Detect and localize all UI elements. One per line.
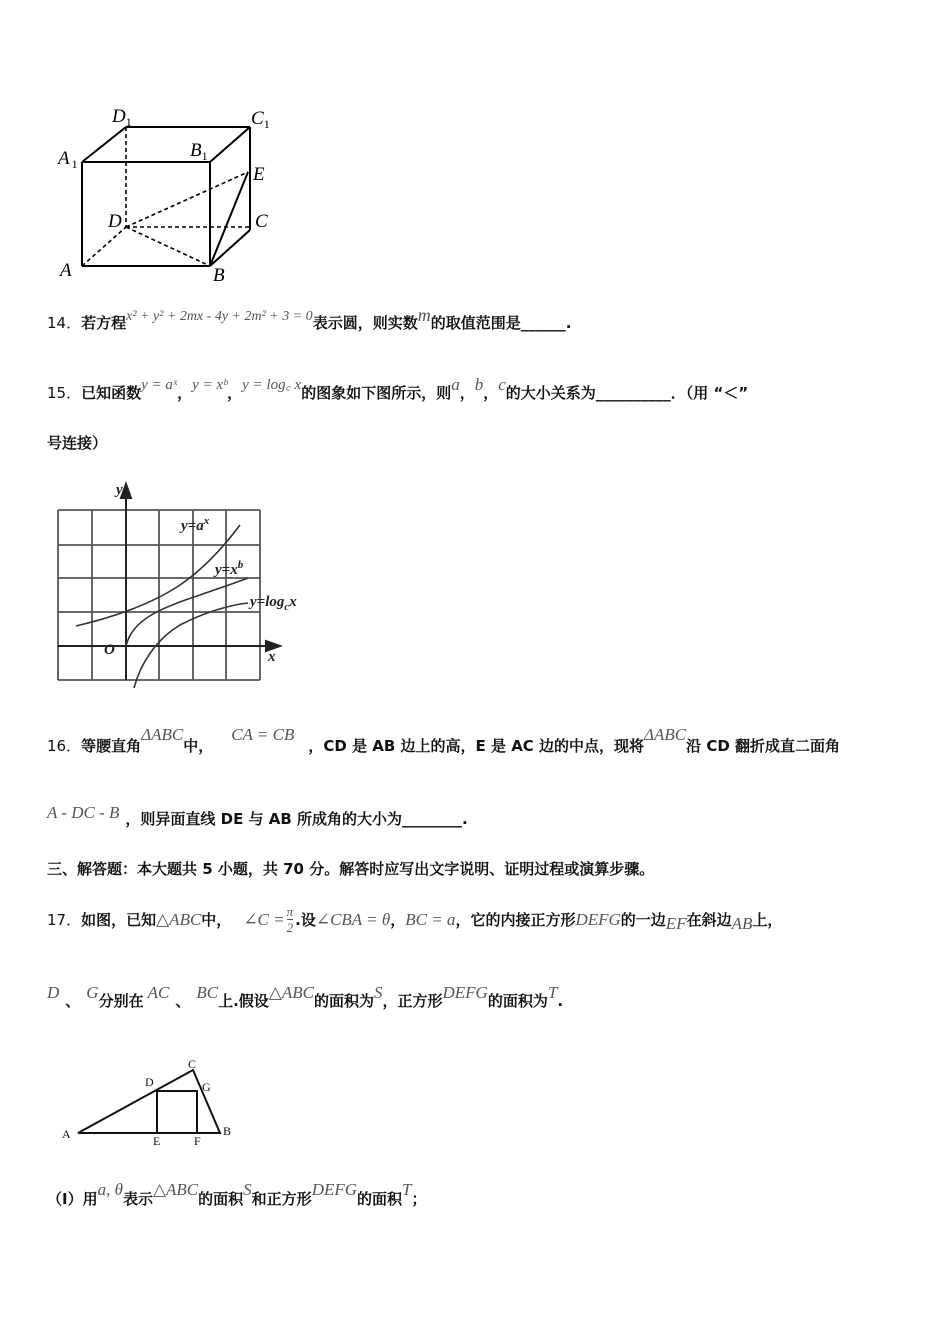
question-14: 14．若方程x² + y² + 2mx - 4y + 2m² + 3 = 0表示圆，则实数m的取值范围是______.	[47, 305, 572, 332]
tri-label-F: F	[194, 1134, 201, 1148]
question-16-line2: A - DC - B ，则异面直线 DE 与 AB 所成角的大小为________.	[47, 803, 468, 828]
question-15-line2: 号连接）	[47, 434, 108, 452]
graph-y-label: y	[116, 482, 123, 498]
graph-x-label: x	[268, 649, 276, 665]
tri-label-D: D	[145, 1075, 154, 1089]
graph-origin-label: O	[104, 642, 115, 658]
q15-func-ax: y = aˣ	[141, 377, 178, 393]
q14-equation: x² + y² + 2mx - 4y + 2m² + 3 = 0	[126, 309, 313, 324]
q15-func-xb: y = xᵇ	[192, 377, 228, 393]
label-a-pow-x: $y=a^x$	[181, 515, 210, 534]
question-15: 15．已知函数y = aˣ，y = xᵇ，y = log꜀ x的图象如下图所示，则a，b，c的大小关系为__________．（用 “＜”	[47, 375, 749, 402]
section-3-heading: 三、解答题：本大题共 5 小题，共 70 分。解答时应写出文字说明、证明过程或演算步骤。	[47, 860, 655, 878]
triangle-figure	[55, 1050, 255, 1150]
tri-label-E: E	[153, 1134, 161, 1148]
label-C1: $C_1$	[251, 108, 270, 131]
label-A: A	[60, 260, 72, 281]
function-graph	[50, 480, 297, 692]
question-17: 17．如图，已知△ABC中， ∠C = $\frac{\pi}{2}$ .设∠CBA = θ，BC = a，它的内接正方形DEFG的一边EF在斜边AB上，	[47, 904, 783, 935]
question-17-line2: D 、 G分别在 AC 、 BC上.假设△ABC的面积为S，正方形DEFG的面积为T.	[47, 983, 564, 1010]
label-E: E	[253, 164, 265, 185]
q15-func-log: y = log꜀ x	[242, 377, 302, 393]
label-D1: $D_1$	[112, 106, 132, 129]
label-A1: A $_1$	[58, 148, 78, 171]
tri-label-A: A	[62, 1127, 71, 1141]
label-log-c-x: $y=\log_cx$	[250, 594, 297, 613]
label-D: D	[108, 211, 122, 232]
label-B1: $B_1$	[190, 140, 208, 163]
label-B: B	[213, 265, 225, 286]
label-x-pow-b: $y=x^b$	[215, 559, 244, 578]
question-16: 16．等腰直角ΔABC中，CA = CB，CD 是 AB 边上的高，E 是 AC 边的中点，现将ΔABC沿 CD 翻折成直二面角	[47, 725, 841, 755]
pi-over-2-fraction: $\frac{\pi}{2}$	[286, 904, 294, 935]
cube-figure	[50, 98, 290, 288]
label-C: C	[255, 211, 268, 232]
tri-label-G: G	[202, 1080, 211, 1094]
tri-label-C: C	[188, 1057, 197, 1071]
tri-label-B: B	[223, 1124, 232, 1138]
question-17-part-1: （Ⅰ）用a, θ表示△ABC的面积S和正方形DEFG的面积T；	[47, 1180, 427, 1208]
